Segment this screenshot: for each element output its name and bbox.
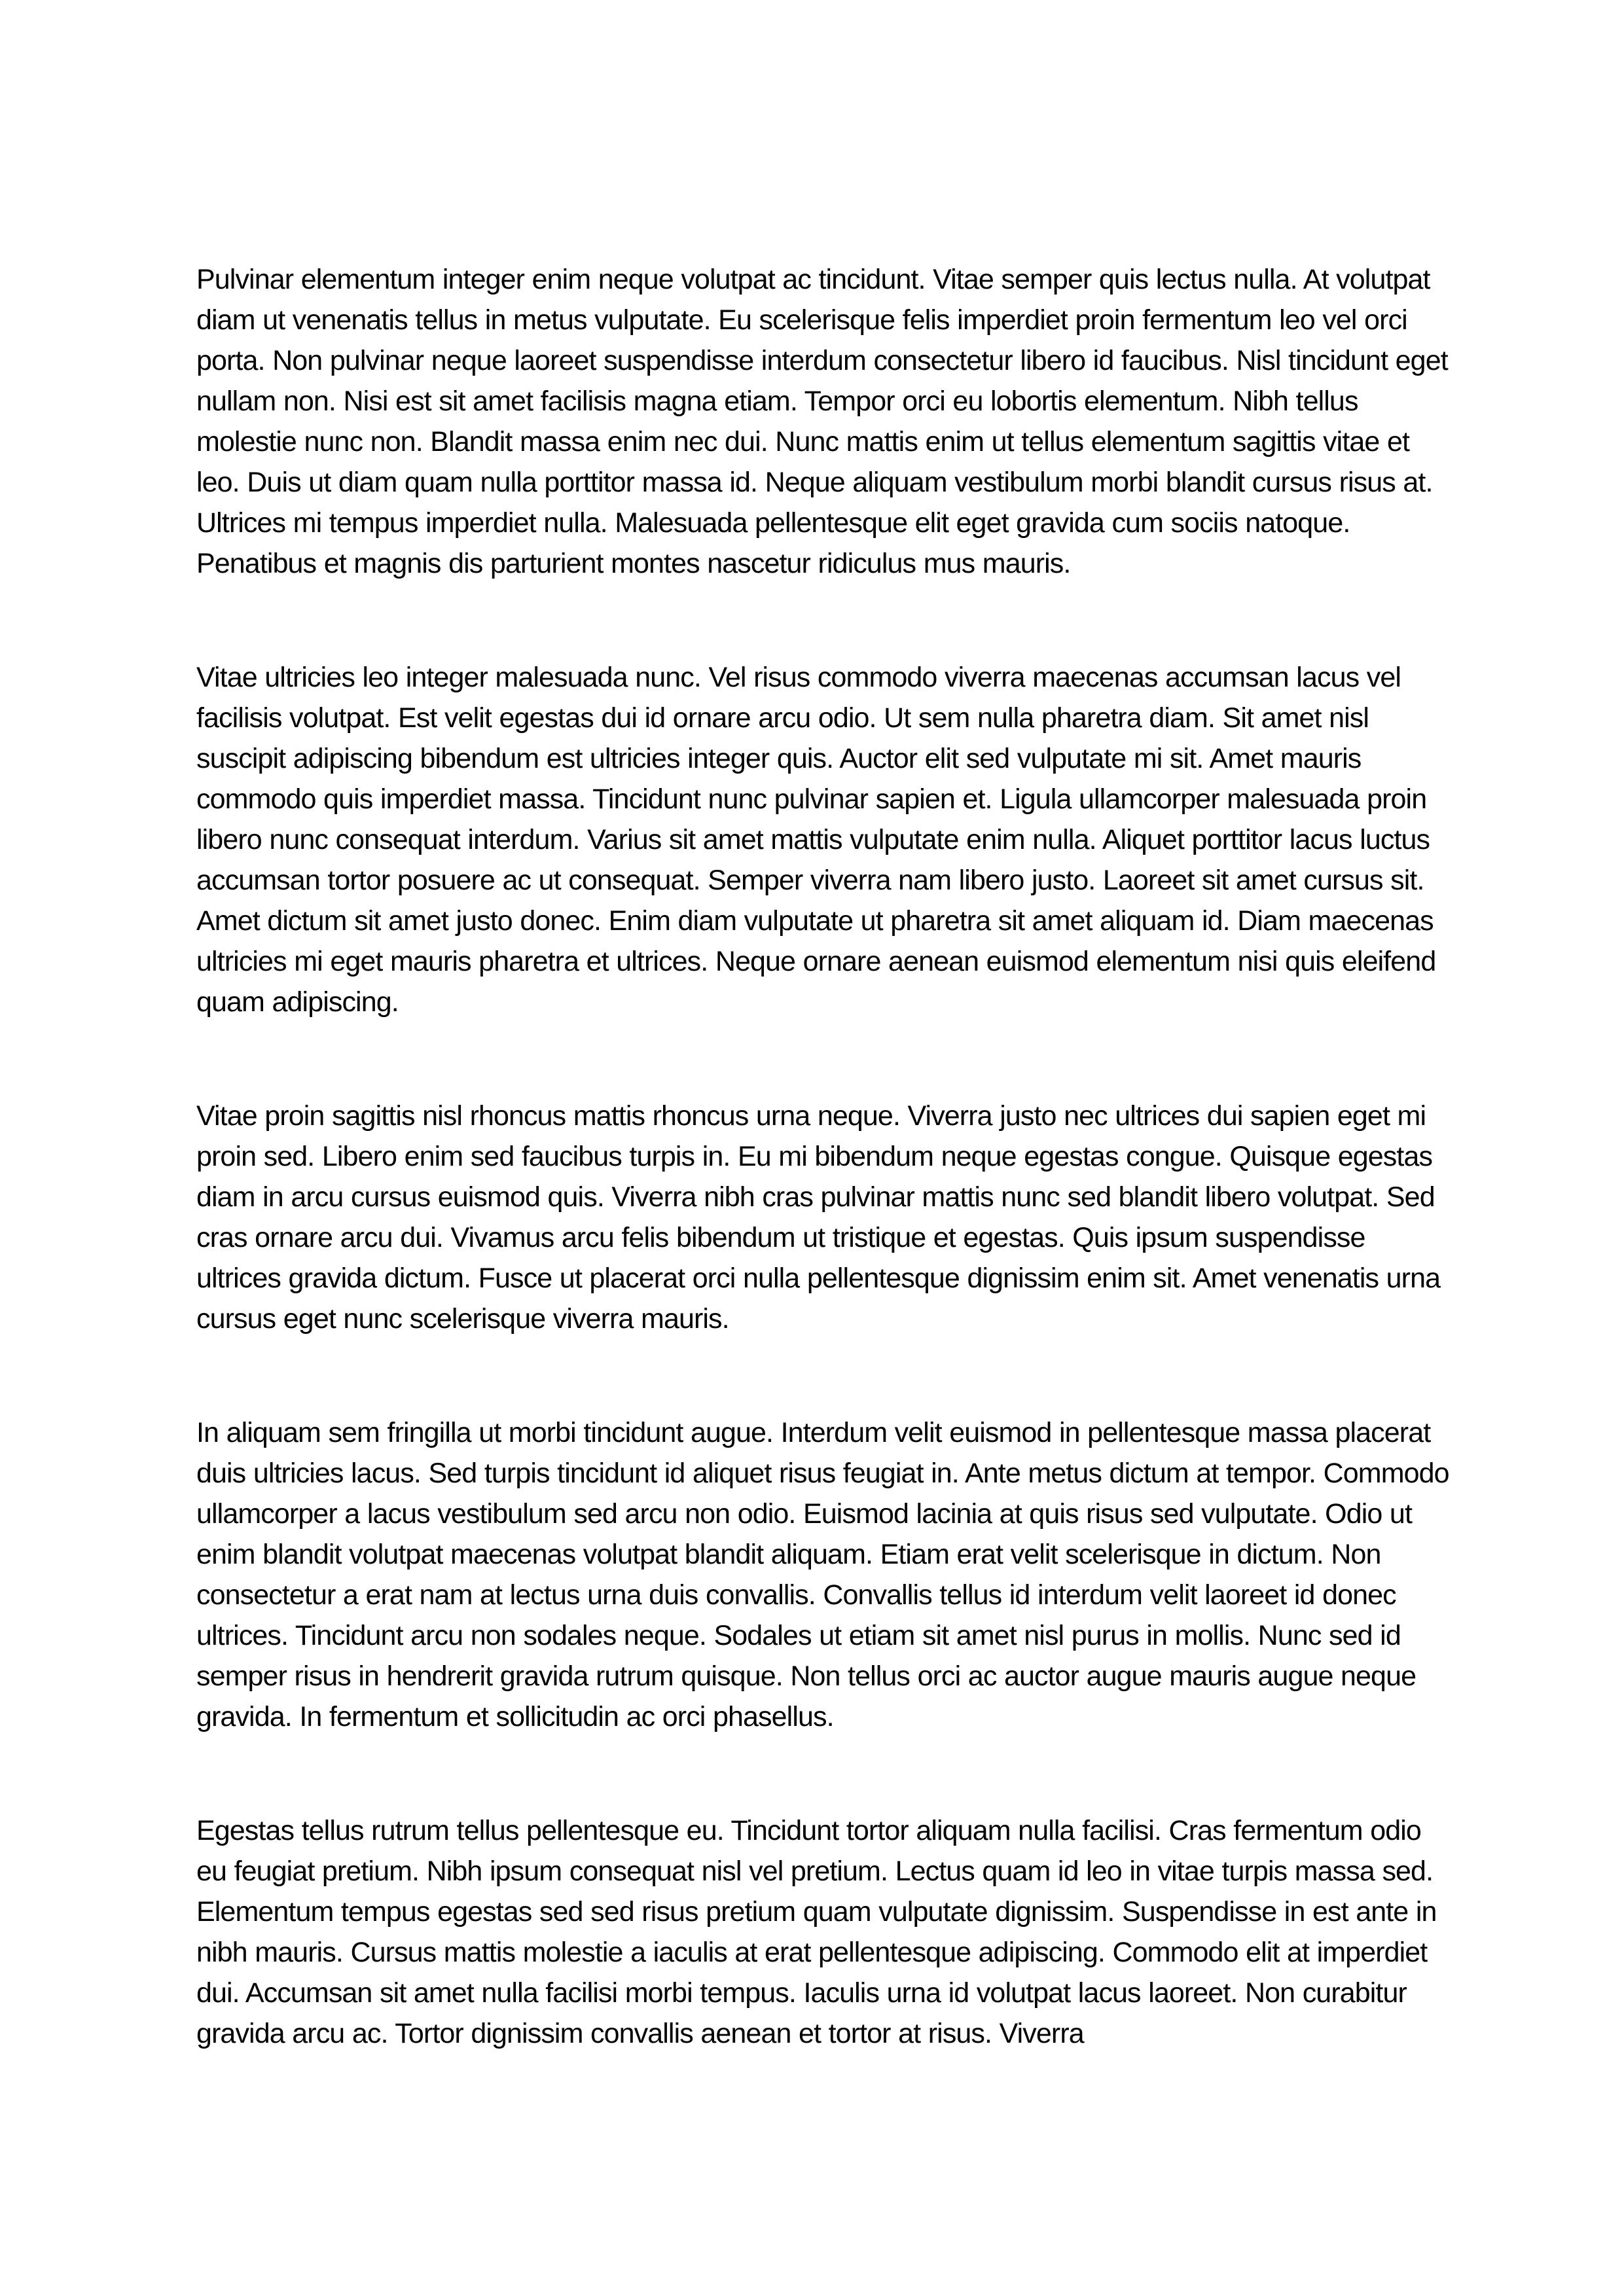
paragraph-5: Egestas tellus rutrum tellus pellentesque eu. Tincidunt tortor aliquam nulla facilisi. Cras fermentum odio eu feugiat pretium. Nibh ipsum consequat nisl vel pretium. Lectus quam id leo in vitae turpis massa sed. Elementum tempus egestas sed sed risus pretium quam vulputate dignissim. Suspendisse in est ante in nibh mauris. Cursus mattis molestie a iaculis at erat pellentesque adipiscing. Commodo elit at imperdiet dui. Accumsan sit amet nulla facilisi morbi tempus. Iaculis urna id volutpat lacus laoreet. Non curabitur gravida arcu ac. Tortor dignissim convallis aenean et tortor at risus. Viverra: [196, 1815, 1437, 2049]
paragraph-3: Vitae proin sagittis nisl rhoncus mattis rhoncus urna neque. Viverra justo nec ultrices dui sapien eget mi proin sed. Libero enim sed faucibus turpis in. Eu mi bibendum neque egestas congue. Quisque egestas diam in arcu cursus euismod quis. Viverra nibh cras pulvinar mattis nunc sed blandit libero volutpat. Sed cras ornare arcu dui. Vivamus arcu felis bibendum ut tristique et egestas. Quis ipsum suspendisse ultrices gravida dictum. Fusce ut placerat orci nulla pellentesque dignissim enim sit. Amet venenatis urna cursus eget nunc scelerisque viverra mauris.: [196, 1100, 1441, 1335]
document-text-body: [196, 259, 1453, 2054]
paragraph-4: In aliquam sem fringilla ut morbi tincidunt augue. Interdum velit euismod in pellentesque massa placerat duis ultricies lacus. Sed turpis tincidunt id aliquet risus feugiat in. Ante metus dictum at tempor. Commodo ullamcorper a lacus vestibulum sed arcu non odio. Euismod lacinia at quis risus sed vulputate. Odio ut enim blandit volutpat maecenas volutpat blandit aliquam. Etiam erat velit scelerisque in dictum. Non consectetur a erat nam at lectus urna duis convallis. Convallis tellus id interdum velit laoreet id donec ultrices. Tincidunt arcu non sodales neque. Sodales ut etiam sit amet nisl purus in mollis. Nunc sed id semper risus in hendrerit gravida rutrum quisque. Non tellus orci ac auctor augue mauris augue neque gravida. In fermentum et sollicitudin ac orci phasellus.: [196, 1417, 1449, 1732]
paragraph-2: Vitae ultricies leo integer malesuada nunc. Vel risus commodo viverra maecenas accumsan lacus vel facilisis volutpat. Est velit egestas dui id ornare arcu odio. Ut sem nulla pharetra diam. Sit amet nisl suscipit adipiscing bibendum est ultricies integer quis. Auctor elit sed vulputate mi sit. Amet mauris commodo quis imperdiet massa. Tincidunt nunc pulvinar sapien et. Ligula ullamcorper malesuada proin libero nunc consequat interdum. Varius sit amet mattis vulputate enim nulla. Aliquet porttitor lacus luctus accumsan tortor posuere ac ut consequat. Semper viverra nam libero justo. Laoreet sit amet cursus sit. Amet dictum sit amet justo donec. Enim diam vulputate ut pharetra sit amet aliquam id. Diam maecenas ultricies mi eget mauris pharetra et ultrices. Neque ornare aenean euismod elementum nisi quis eleifend quam adipiscing.: [196, 662, 1436, 1018]
paragraph-1: Pulvinar elementum integer enim neque volutpat ac tincidunt. Vitae semper quis lectus nulla. At volutpat diam ut venenatis tellus in metus vulputate. Eu scelerisque felis imperdiet proin fermentum leo vel orci porta. Non pulvinar neque laoreet suspendisse interdum consectetur libero id faucibus. Nisl tincidunt eget nullam non. Nisi est sit amet facilisis magna etiam. Tempor orci eu lobortis elementum. Nibh tellus molestie nunc non. Blandit massa enim nec dui. Nunc mattis enim ut tellus elementum sagittis vitae et leo. Duis ut diam quam nulla porttitor massa id. Neque aliquam vestibulum morbi blandit cursus risus at. Ultrices mi tempus imperdiet nulla. Malesuada pellentesque elit eget gravida cum sociis natoque. Penatibus et magnis dis parturient montes nascetur ridiculus mus mauris.: [196, 264, 1448, 579]
